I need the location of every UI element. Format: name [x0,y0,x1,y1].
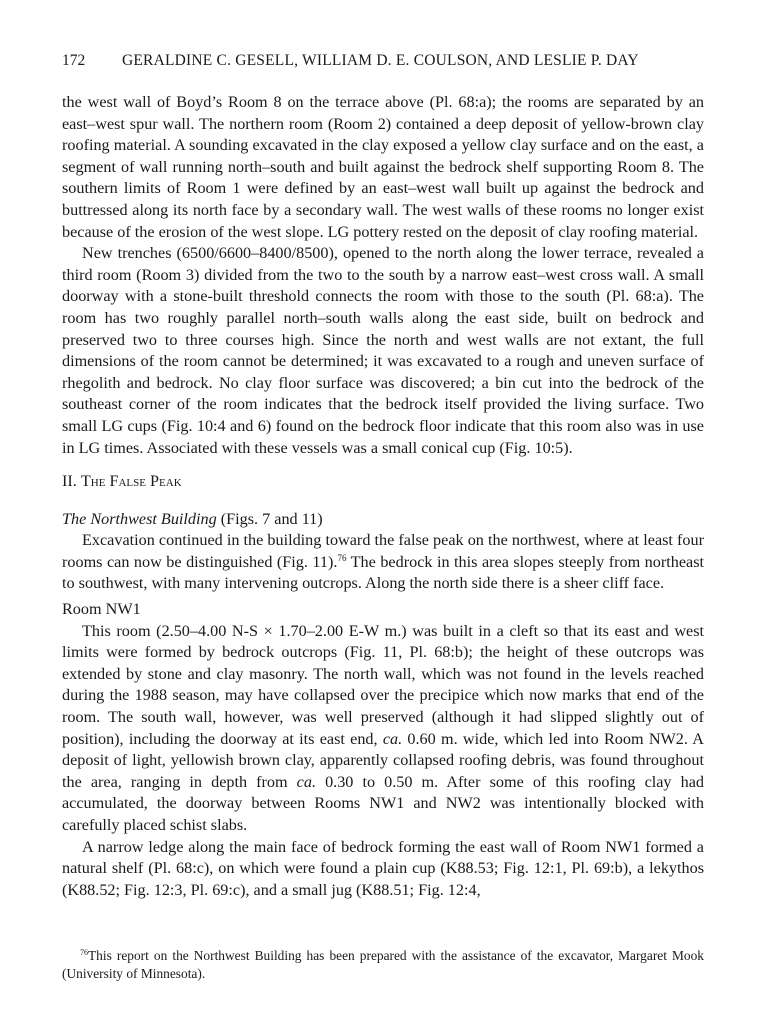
room-heading: Room NW1 [62,600,141,619]
paragraph-3 [62,530,704,595]
paragraph-4-b: 0.60 m. wide, which led into Room NW2. A deposit of light, yellowish brown clay, apparently collapsed roofing debris, was found throughout the area, ranging in depth from [62,729,704,791]
subheading-title: The Northwest Building [62,509,217,528]
running-header [62,50,704,72]
subheading [62,509,704,531]
paragraph-3-text: Excavation continued in the building toward the false peak on the northwest, where at least four rooms can now be distinguished (Fig. 11). [62,531,704,571]
author-line: GERALDINE C. GESELL, WILLIAM D. E. COULSON, AND LESLIE P. DAY [122,52,639,69]
body-text [62,92,704,901]
abbrev-ca: ca. [296,772,316,791]
paragraph-2: New trenches (6500/6600–8400/8500), opened to the north along the lower terrace, revealed a third room (Room 3) divided from the two to the south by a narrow east–west cross wall. A small doorway with a stone-built threshold connects the room with those to the south (Pl. 68:a). The room has two roughly parallel north–south walls along the east side, built on bedrock and preserved two to three courses high. Since the north and west walls are not extant, the full dimensions of the room cannot be determined; it was excavated to a rough and uneven surface of rhegolith and bedrock. No clay floor surface was discovered; a bin cut into the bedrock of the southeast corner of the room indicates that the bedrock itself provided the living surface. Two small LG cups (Fig. 10:4 and 6) found on the bedrock floor indicate that this room also was in use in LG times. Associated with these vessels was a small conical cup (Fig. 10:5). [62,244,704,457]
footnote-ref-76: 76 [337,552,347,563]
page [62,50,704,901]
paragraph-1: the west wall of Boyd’s Room 8 on the terrace above (Pl. 68:a); the rooms are separated by an east–west spur wall. The northern room (Room 2) contained a deep deposit of yellow-brown clay roofing material. A sounding excavated in the clay exposed a yellow clay surface and on the east, a segment of wall running north–south and built against the bedrock shelf supporting Room 8. The southern limits of Room 1 were defined by an east–west wall built up against the bedrock and buttressed along its north face by a secondary wall. The west walls of these rooms no longer exist because of the erosion of the west slope. LG pottery rested on the deposit of clay roofing material. [62,93,704,241]
paragraph-4-a: This room (2.50–4.00 N-S × 1.70–2.00 E-W m.) was built in a cleft so that its east and west limits were formed by bedrock outcrops (Fig. 11, Pl. 68:b); the height of these outcrops was extended by stone and clay masonry. The north wall, which was not found in the levels reached during the 1988 season, may have collapsed over the precipice which now marks that end of the room. The south wall, however, was well preserved (although it had slipped slightly out of position), including the doorway at its east end, [62,621,704,748]
page-number: 172 [62,52,86,69]
footnote-number: 76 [80,948,88,957]
footnote-76 [62,947,704,983]
paragraph-5: A narrow ledge along the main face of bedrock forming the east wall of Room NW1 formed a natural shelf (Pl. 68:c), on which were found a plain cup (K88.53; Fig. 12:1, Pl. 69:b), a lekythos (K88.52; Fig. 12:3, Pl. 69:c), and a small jug (K88.51; Fig. 12:4, [62,837,704,899]
section-number: II. [62,472,77,491]
paragraph-4-c: 0.30 to 0.50 m. After some of this roofing clay had accumulated, the doorway between Rooms NW1 and NW2 was intentionally blocked with carefully placed schist slabs. [62,772,704,834]
paragraph-4 [62,621,704,837]
section-title: The False Peak [80,472,182,491]
abbrev-ca: ca. [382,729,403,748]
footnote-text: This report on the Northwest Building has been prepared with the assistance of the excavator, Margaret Mook (University of Minnesota). [62,948,704,981]
paragraph-3-rest: The bedrock in this area slopes steeply from northeast to southwest, with many intervening outcrops. Along the north side there is a sheer cliff face. [62,552,704,593]
subheading-figs: (Figs. 7 and 11) [220,509,323,528]
section-heading [62,471,704,493]
